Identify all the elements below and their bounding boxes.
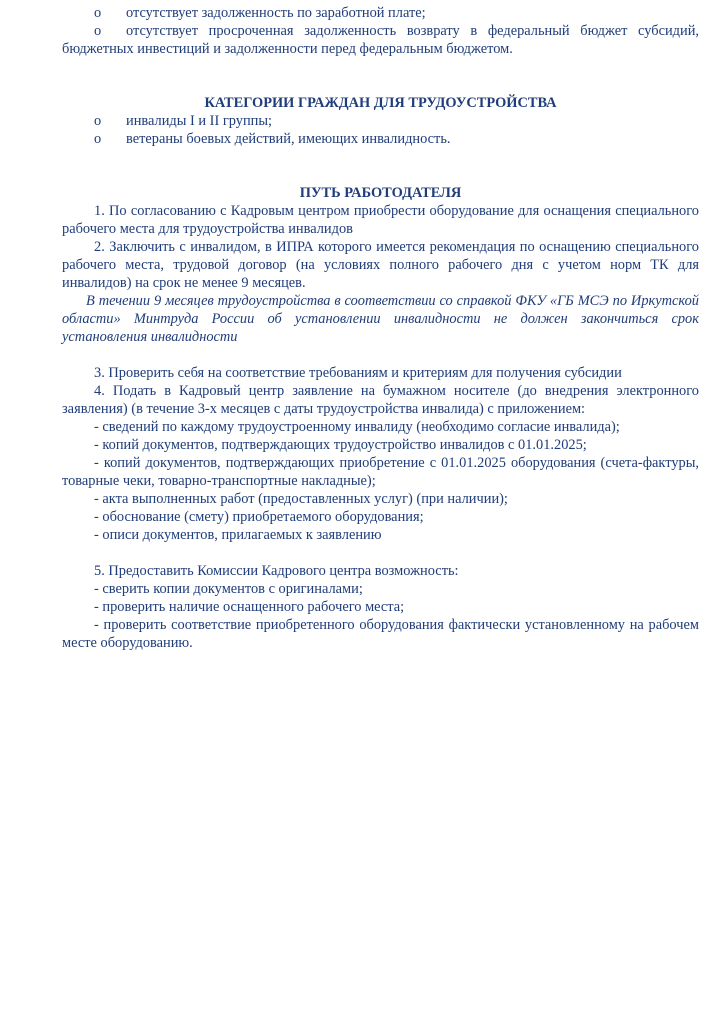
attachment-item: - акта выполненных работ (предоставленных услуг) (при наличии); xyxy=(94,491,508,507)
italic-note: В течении 9 месяцев трудоустройства в соответствии со справкой ФКУ «ГБ МСЭ по Иркутской области» Минтруда России об установлении инвалидности не должен закончиться срок установления инвалидности xyxy=(62,293,699,345)
spacer xyxy=(62,148,699,184)
spacer xyxy=(62,544,699,562)
list-item xyxy=(62,130,699,148)
attachment-item: - копий документов, подтверждающих приобретение с 01.01.2025 оборудования (счета-фактуры, товарные чеки, товарно-транспортные накладные); xyxy=(62,455,699,489)
attachment-item: - описи документов, прилагаемых к заявлению xyxy=(94,527,382,543)
commission-item: - проверить соответствие приобретенного оборудования фактически установленному на рабочем месте оборудованию. xyxy=(62,617,699,651)
bullet-marker: o xyxy=(94,131,102,147)
bullet-marker: o xyxy=(94,23,102,39)
list-item xyxy=(62,112,699,130)
spacer xyxy=(62,58,699,94)
list-item-text: инвалиды I и II группы; xyxy=(126,113,273,129)
list-item-text: отсутствует просроченная задолженность возврату в федеральный бюджет субсидий, бюджетных инвестиций и задолженности перед федеральным бюджетом. xyxy=(62,23,699,57)
attachment-item: - копий документов, подтверждающих трудоустройство инвалидов с 01.01.2025; xyxy=(94,437,587,453)
document-body xyxy=(62,4,699,652)
step-2: 2. Заключить с инвалидом, в ИПРА которого имеется рекомендация по оснащению специального рабочего места, трудовой договор (на условиях полного рабочего дня с учетом норм ТК для инвалидов) на срок не менее 9 месяцев. xyxy=(62,239,699,291)
list-item-text: ветераны боевых действий, имеющих инвалидность. xyxy=(126,131,451,147)
list-item xyxy=(62,4,699,22)
list-item xyxy=(62,22,699,58)
bullet-marker: o xyxy=(94,113,102,129)
step-4: 4. Подать в Кадровый центр заявление на бумажном носителе (до внедрения электронного заявления) (в течение 3-х месяцев с даты трудоустройства инвалида) с приложением: xyxy=(62,383,699,417)
employer-path-heading: ПУТЬ РАБОТОДАТЕЛЯ xyxy=(299,185,462,201)
bullet-marker: o xyxy=(94,5,102,21)
attachment-item: - сведений по каждому трудоустроенному инвалиду (необходимо согласие инвалида); xyxy=(94,419,620,435)
spacer xyxy=(62,346,699,364)
attachment-item: - обоснование (смету) приобретаемого оборудования; xyxy=(94,509,424,525)
step-3: 3. Проверить себя на соответствие требованиям и критериям для получения субсидии xyxy=(94,365,622,381)
categories-heading: КАТЕГОРИИ ГРАЖДАН ДЛЯ ТРУДОУСТРОЙСТВА xyxy=(204,95,557,111)
step-1: 1. По согласованию с Кадровым центром приобрести оборудование для оснащения специального рабочего места для трудоустройства инвалидов xyxy=(62,203,699,237)
commission-item: - сверить копии документов с оригиналами; xyxy=(94,581,363,597)
step-5: 5. Предоставить Комиссии Кадрового центра возможность: xyxy=(94,563,459,579)
list-item-text: отсутствует задолженность по заработной плате; xyxy=(126,5,426,21)
commission-item: - проверить наличие оснащенного рабочего места; xyxy=(94,599,405,615)
